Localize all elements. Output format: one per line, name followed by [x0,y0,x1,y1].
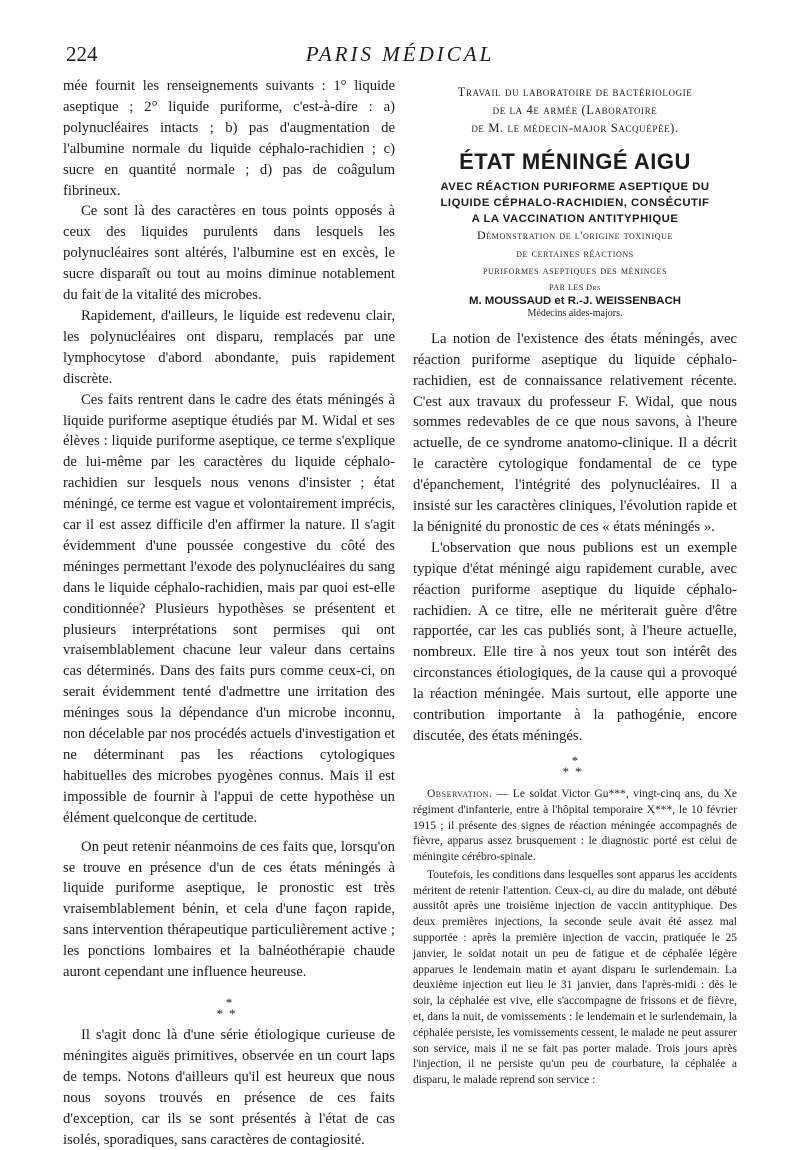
section-asterisks: * ** [216,994,242,1021]
observation-label: Observation. [427,787,493,800]
paragraph: L'observation que nous publions est un exemple typique d'état méningé aigu rapidement curable, avec réaction puriforme aseptique du liquide céphalo-rachidien. A ce titre, elle ne mériterait guère d'être rapportée, car les cas publiés sont, à l'heure actuelle, nombreux. Elle tire à nos yeux tout son intérêt des circonstances étiologiques, de la cause qui a provoqué la réaction méningée. Mais surtout, elle apporte une contribution importante à la pathogénie, encore discutée, des états méningés. [413,539,737,744]
laboratory-line: de M. le médecin-major Sacquépée). [471,121,679,135]
article-subtitle-line: A LA VACCINATION ANTITYPHIQUE [471,213,679,225]
paragraph: Ces faits rentrent dans le cadre des états méningés à liquide puriforme aseptique étudiés par M. Widal et ses élèves : liquide puriforme aseptique, ce terme s'explique de lui-même par les caractères du liquide céphalo-rachidien sur lesquels nous venons d'insister ; état méningé, ce terme est vague et volontairement imprécis, car il est assez difficile d'en affirmer la nature. Il s'agit évidemment d'une poussée congestive du côté des méninges permettant l'exode des polynucléaires du sang dans le liquide céphalo-rachidien, mais par quoi est-elle conditionnée? Plusieurs hypothèses se présentent et plusieurs interprétations sont permises qui ont vraisemblablement chacune leur valeur dans certains cas déterminés. Dans des faits purs comme ceux-ci, on serait évidemment tenté d'admettre une irritation des méninges sous la dépendance d'un microbe inconnu, non décelable par nos procédés actuels d'investigation et ne déterminant pas les réactions cytologiques habituelles des microbes pyogènes connus. Mais il est impossible de fournir à l'appui de cette hypothèse un élément quelconque de certitude. [63,391,395,826]
paragraph: Ce sont là des caractères en tous points opposés à ceux des liquides purulents dans lesquels les polynucléaires sont altérés, l'albumine est en excès, le sucre disparaît ou tout au moins diminue notablement du fait de la vitalité des microbes. [63,203,395,304]
demonstration-line: puriformes aseptiques des méninges [482,263,668,278]
observation-text: — Le soldat Victor Gu***, vingt-cinq ans, du Xe régiment d'infanterie, entre à l'hôpital temporaire X***, le 10 février 1915 ; il présente des signes de réaction méningée accompagnés de fièvre, apparus assez brusquement : le diagnostic porté est celui de méningite cérébro-spinale. [413,787,737,864]
observation-paragraph [413,787,737,866]
article-title: ÉTAT MÉNINGÉ AIGU [459,149,691,174]
demonstration-line: de certaines réactions [516,245,634,260]
paragraph: La notion de l'existence des états méningés, avec réaction puriforme aseptique du liquide céphalo-rachidien, est de connaissance relativement récente. C'est aux travaux du professeur F. Widal, que nous sommes redevables de ce que nous savons, à l'heure actuelle, de ce syndrome anatomo-clinique. Il a décrit le caractère cytologique fondamental de ce type d'épanchement, l'intégrité des polynucléaires. Il a insisté sur les caractères cliniques, l'évolution rapide et la bénignité du pronostic de ces « états méningés ». [413,330,737,535]
demonstration-line: Démonstration de l'origine toxinique [477,228,673,242]
section-asterisks: * ** [562,752,588,779]
observation-paragraph: Toutefois, les conditions dans lesquelles sont apparus les accidents méritent de retenir l'attention. Ceux-ci, au dire du malade, ont débuté aussitôt après une troisième injection de vaccin antityphique. Des deux premières injections, la seconde seule avait été assez mal supportée : après la première injection de vaccin, pratiquée le 25 janvier, le soldat notait un peu de fatigue et de céphalée légère apparues le lendemain matin et ayant disparu le surlendemain. La deuxième injection eut lieu le 31 janvier, dans l'après-midi : dès le soir, la céphalée est vive, elle s'accompagne de frissons et de fièvre, et, dans la nuit, de vomissements : le lendemain et le surlendemain, la céphalée persiste, les vomissements cessent, le malade ne peut assurer son service, mais il ne se fait pas porter malade. Trois jours après l'injection, il ne persiste qu'un peu de courbature, la céphalée a disparu, le malade reprend son service : [413,868,737,1087]
page-number: 224 [66,42,98,66]
paragraph: On peut retenir néanmoins de ces faits que, lorsqu'on se trouve en présence d'un de ces états méningés à liquide puriforme aseptique, le pronostic est très vraisemblablement bénin, et cela d'une façon rapide, sans intervention thérapeutique particulièrement active ; les ponctions lombaires et la balnéothérapie chaude auront cependant une influence heureuse. [63,838,395,981]
article-authors: M. MOUSSAUD et R.-J. WEISSENBACH [468,294,681,307]
right-column [413,83,737,1089]
byline-prefix: PAR LES Drs [549,282,601,292]
author-roles: Médecins aides-majors. [527,307,623,319]
laboratory-line: Travail du laboratoire de bactériologie [457,85,693,99]
article-subtitle-line: LIQUIDE CÉPHALO-RACHIDIEN, CONSÉCUTIF [440,197,710,209]
paragraph: Rapidement, d'ailleurs, le liquide est redevenu clair, les polynucléaires ont disparu, remplacés par une lymphocytose d'abord abondante, puis rapidement discrète. [63,307,395,387]
laboratory-line: de la 4e armée (Laboratoire [492,103,658,117]
journal-title: PARIS MÉDICAL [305,42,495,66]
article-subtitle-line: AVEC RÉACTION PURIFORME ASEPTIQUE DU [440,181,710,193]
left-column [63,76,395,1150]
paragraph: mée fournit les renseignements suivants : 1° liquide aseptique ; 2° liquide puriforme, c'est-à-dire : a) polynucléaires intacts ; b) pas d'augmentation de l'albumine normale du liquide céphalo-rachidien ; c) sucre en quantité normale ; d) pas de coâgulum fibrineux. [63,78,395,199]
paragraph: Il s'agit donc là d'une série étiologique curieuse de méningites aiguës primitives, observée en un court laps de temps. Notons d'ailleurs qu'il est heureux que nous nous soyons trouvés en présence de ces faits d'exception, car ils se sont présentés à l'état de cas isolés, sporadiques, sans caractères de contagiosité. [63,1026,395,1148]
